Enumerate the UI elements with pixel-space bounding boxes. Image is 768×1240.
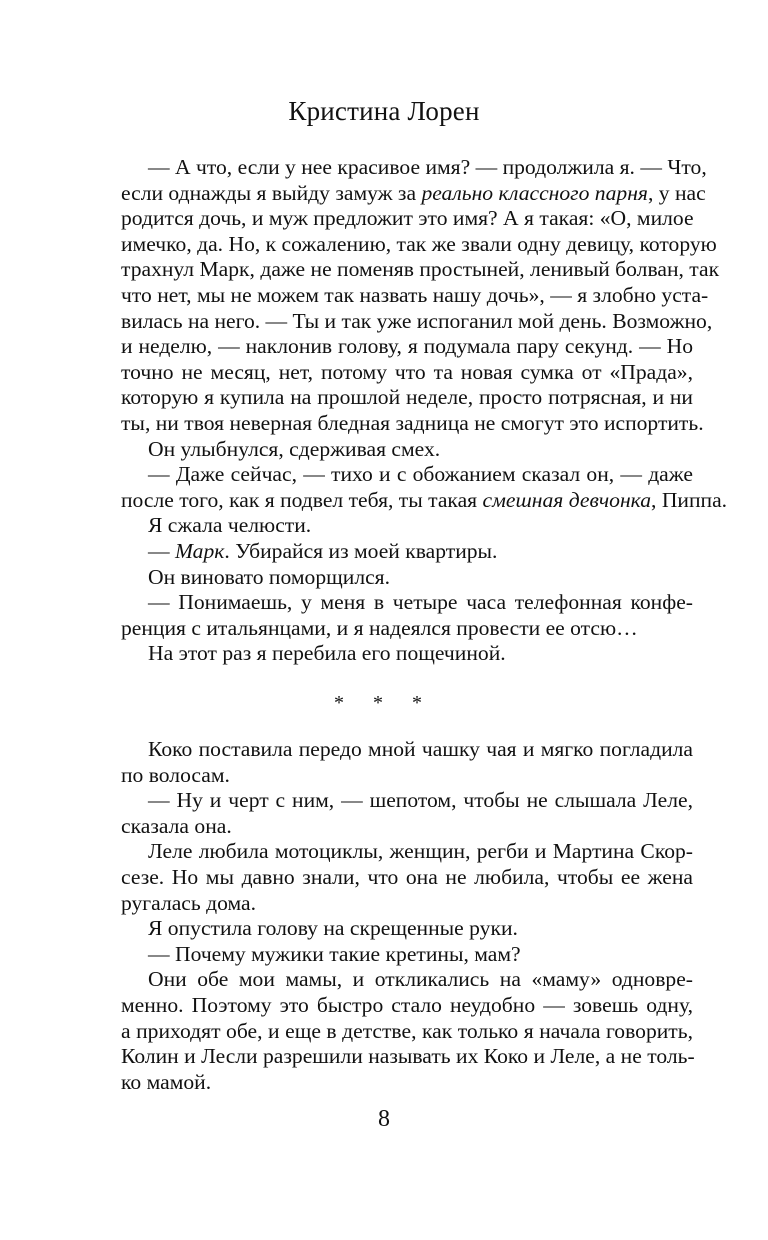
text-segment: — bbox=[148, 538, 175, 563]
text-line bbox=[121, 360, 693, 386]
text-segment: ты, ни твоя неверная бледная задница не смогут это испортить. bbox=[121, 410, 704, 435]
text-line bbox=[121, 180, 706, 207]
text-segment: — Даже сейчас, — тихо и с обожанием сказал он, — даже bbox=[148, 462, 693, 487]
text-line bbox=[121, 513, 693, 539]
text-line bbox=[121, 410, 704, 437]
text-segment: Он улыбнулся, сдерживая смех. bbox=[148, 436, 441, 461]
text-segment: после того, как я подвел тебя, ты такая bbox=[121, 487, 483, 512]
text-segment: имечко, да. Но, к сожалению, так же звали одну девицу, которую bbox=[121, 231, 717, 256]
text-line bbox=[121, 257, 720, 283]
text-segment: , Пиппа. bbox=[651, 487, 728, 512]
text-line bbox=[121, 641, 693, 667]
text-line bbox=[121, 891, 693, 917]
text-line bbox=[121, 539, 693, 565]
text-line bbox=[121, 308, 713, 335]
italic-emphasis: Марк bbox=[175, 538, 225, 563]
text-segment: Я опустила голову на скрещенные руки. bbox=[148, 916, 518, 941]
text-segment: ко мамой. bbox=[121, 1069, 212, 1094]
text-line bbox=[121, 967, 693, 993]
section-separator: * * * bbox=[334, 692, 434, 714]
text-segment: Коко поставила передо мной чашку чая и мягко погладила bbox=[148, 737, 693, 761]
text-segment: ругалась дома. bbox=[121, 890, 257, 915]
text-segment: и неделю, — наклонив голову, я подумала пару секунд. — Но bbox=[121, 334, 693, 359]
text-segment: Я сжала челюсти. bbox=[148, 513, 312, 538]
text-segment: На этот раз я перебила его пощечиной. bbox=[148, 641, 506, 666]
text-segment: — Понимаешь, у меня в четыре часа телефонная конфе- bbox=[148, 590, 693, 615]
text-segment: . Убирайся из моей квартиры. bbox=[224, 538, 498, 563]
text-segment: — А что, если у нее красивое имя? — продолжила я. — Что, bbox=[148, 155, 707, 179]
text-line bbox=[121, 942, 693, 968]
text-line bbox=[121, 616, 693, 642]
text-segment: Леле любила мотоциклы, женщин, регби и Мартина Скор- bbox=[148, 839, 693, 864]
text-segment: трахнул Марк, даже не поменяв простыней, ленивый болван, так bbox=[121, 257, 720, 282]
text-line bbox=[121, 916, 693, 942]
text-line bbox=[121, 155, 707, 181]
page-number: 8 bbox=[378, 1106, 390, 1132]
text-segment: по волосам. bbox=[121, 762, 230, 787]
text-line bbox=[121, 334, 693, 360]
text-segment: Колин и Лесли разрешили называть их Коко и Леле, а не толь- bbox=[121, 1044, 695, 1069]
text-line bbox=[121, 788, 693, 814]
text-segment: а приходят обе, и еще в детстве, как только я начала говорить, bbox=[121, 1018, 693, 1043]
text-block-dialogue bbox=[121, 155, 728, 667]
text-line bbox=[121, 814, 693, 840]
text-segment: , у нас bbox=[647, 180, 706, 205]
text-line bbox=[121, 231, 717, 258]
text-line bbox=[121, 737, 693, 763]
text-line bbox=[121, 993, 693, 1019]
text-line bbox=[121, 865, 693, 891]
text-line bbox=[121, 839, 693, 865]
italic-emphasis: смешная девчонка bbox=[482, 487, 652, 512]
text-segment: точно не месяц, нет, потому что та новая сумка от «Прада», bbox=[121, 359, 693, 384]
text-segment: вилась на него. — Ты и так уже испоганил мой день. Возможно, bbox=[121, 308, 713, 333]
text-segment: что нет, мы не можем так назвать нашу дочь», — я злобно уста- bbox=[121, 282, 709, 307]
text-segment: сказала она. bbox=[121, 813, 232, 838]
text-line bbox=[121, 565, 693, 591]
text-segment: — Ну и черт с ним, — шепотом, чтобы не слышала Леле, bbox=[148, 788, 693, 813]
text-segment: Он виновато поморщился. bbox=[148, 564, 391, 589]
text-line bbox=[121, 487, 728, 514]
text-line bbox=[121, 1044, 693, 1070]
text-line bbox=[121, 437, 693, 463]
text-block-kitchen-scene bbox=[121, 737, 693, 1095]
text-line bbox=[121, 1070, 693, 1096]
text-segment: сезе. Но мы давно знали, что она не любила, чтобы ее жена bbox=[121, 864, 693, 889]
text-line bbox=[121, 1019, 693, 1045]
text-segment: если однажды я выйду замуж за bbox=[121, 180, 422, 205]
text-segment: Они обе мои мамы, и откликались на «маму» одновре- bbox=[148, 967, 693, 992]
text-segment: родится дочь, и муж предложит это имя? А я такая: «О, милое bbox=[121, 206, 694, 231]
text-line bbox=[121, 206, 693, 232]
text-segment: менно. Поэтому это быстро стало неудобно — зовешь одну, bbox=[121, 992, 693, 1017]
text-segment: — Почему мужики такие кретины, мам? bbox=[148, 941, 521, 966]
text-segment: которую я купила на прошлой неделе, просто потрясная, и ни bbox=[121, 385, 693, 410]
text-line bbox=[121, 763, 693, 789]
running-head-author: Кристина Лорен bbox=[288, 96, 480, 126]
text-segment: ренция с итальянцами, и я надеялся провести ее отсю… bbox=[121, 615, 638, 640]
text-line bbox=[121, 590, 693, 616]
text-line bbox=[121, 385, 693, 411]
text-line bbox=[121, 282, 709, 309]
italic-emphasis: реально классного парня bbox=[421, 180, 648, 205]
text-line bbox=[121, 462, 693, 488]
